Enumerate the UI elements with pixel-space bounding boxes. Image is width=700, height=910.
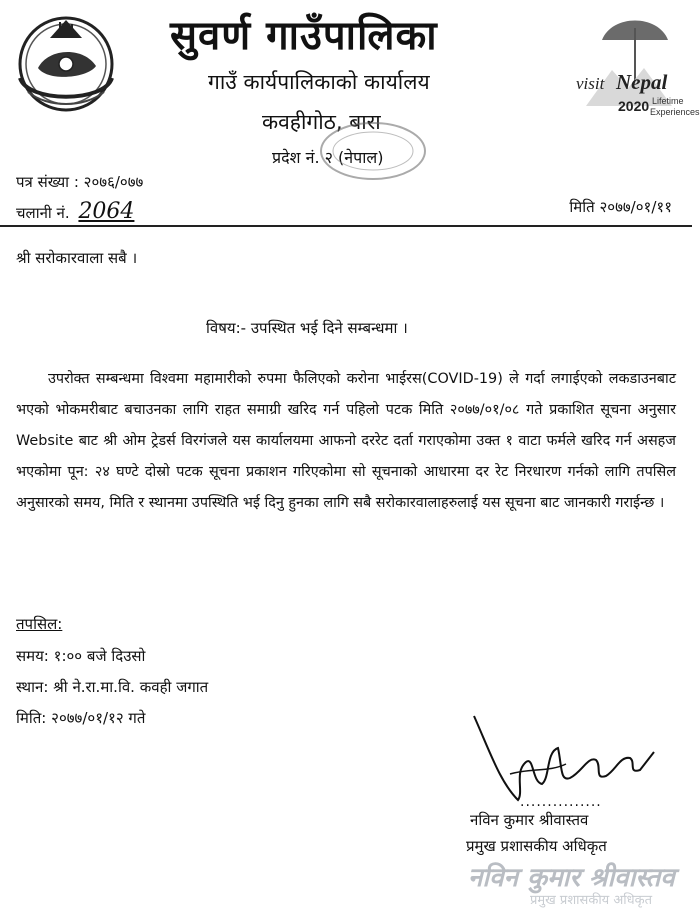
dispatch-label: चलानी नं.: [16, 204, 70, 222]
details-heading: तपसिल:: [16, 615, 63, 633]
year-text: 2020: [618, 98, 650, 114]
tagline-1: Lifetime: [652, 96, 684, 106]
name-stamp: नविन कुमार श्रीवास्तव: [468, 863, 675, 893]
nepal-text: Nepal: [616, 70, 668, 94]
office-address: कवहीगोठ, बारा: [262, 110, 381, 134]
reference-number: [16, 172, 143, 192]
date-value: २०७७/०१/११: [599, 198, 672, 216]
salutation: श्री सरोकारवाला सबै ।: [16, 249, 138, 267]
office-name: गाउँ कार्यपालिकाको कार्यालय: [208, 70, 430, 94]
header-divider: [0, 225, 692, 227]
visit-nepal-logo: [572, 10, 700, 132]
detail-time: [16, 646, 145, 666]
reference-value: २०७६/०७७: [83, 173, 144, 191]
signer-name: नविन कुमार श्रीवास्तव: [470, 811, 589, 829]
org-name: सुवर्ण गाउँपालिका: [170, 13, 438, 59]
detail-label: स्थान:: [16, 678, 49, 696]
detail-value: श्री ने.रा.मा.वि. कवही जगात: [53, 678, 209, 696]
detail-label: समय:: [16, 647, 49, 665]
signer-title: प्रमुख प्रशासकीय अधिकृत: [466, 837, 607, 855]
detail-place: [16, 677, 208, 697]
detail-value: १:०० बजे दिउसो: [53, 647, 146, 665]
visit-text: visit: [576, 74, 605, 93]
reference-label: पत्र संख्या :: [16, 173, 79, 191]
detail-value: २०७७/०१/१२ गते: [51, 709, 146, 727]
tagline-2: Experiences: [650, 107, 700, 117]
signature-line: ...............: [520, 794, 602, 810]
date-label: मिति: [569, 198, 595, 216]
detail-label: मिति:: [16, 709, 47, 727]
subject-line: विषय:- उपस्थित भई दिने सम्बन्धमा ।: [206, 319, 408, 337]
province: प्रदेश नं. २ (नेपाल): [272, 148, 384, 167]
name-stamp-title: प्रमुख प्रशासकीय अधिकृत: [530, 893, 653, 908]
nepal-government-emblem-icon: [8, 8, 124, 116]
dispatch-value: 2064: [78, 199, 135, 224]
dispatch-number: [16, 199, 134, 224]
letter-date: [569, 197, 672, 217]
office-stamp-icon: [318, 120, 428, 182]
detail-date: [16, 708, 145, 728]
letter-body: उपरोक्त सम्बन्धमा विश्वमा महामारीको रुपमा फैलिएको करोना भाईरस(COVID-19) ले गर्दा लगाईएको लकडाउनबाट भएको भोकमरीबाट बचाउनका लागि राहत समाग्री खरिद गर्न पहिलो पटक मिति २०७७/०१/०८ गते प्रकाशित सूचना अनुसार Website बाट श्री ओम ट्रेडर्स विरगंजले यस कार्यालयमा आफनो दररेट दर्ता गराएकोमा उक्त १ वाटा फर्मले खरिद गर्न असहज भएकोमा पून: २४ घण्टे दोस्रो पटक सूचना प्रकाशन गरिएकोमा सो सूचनाको आधारमा दर रेट निरधारण गर्नको लागि तपसिल अनुसारको समय, मिति र स्थानमा उपस्थिति भई दिनु हुनका लागि सबै सरोकारवालाहरुलाई यस सूचना बाट जानकारी गराईन्छ ।: [16, 371, 676, 511]
